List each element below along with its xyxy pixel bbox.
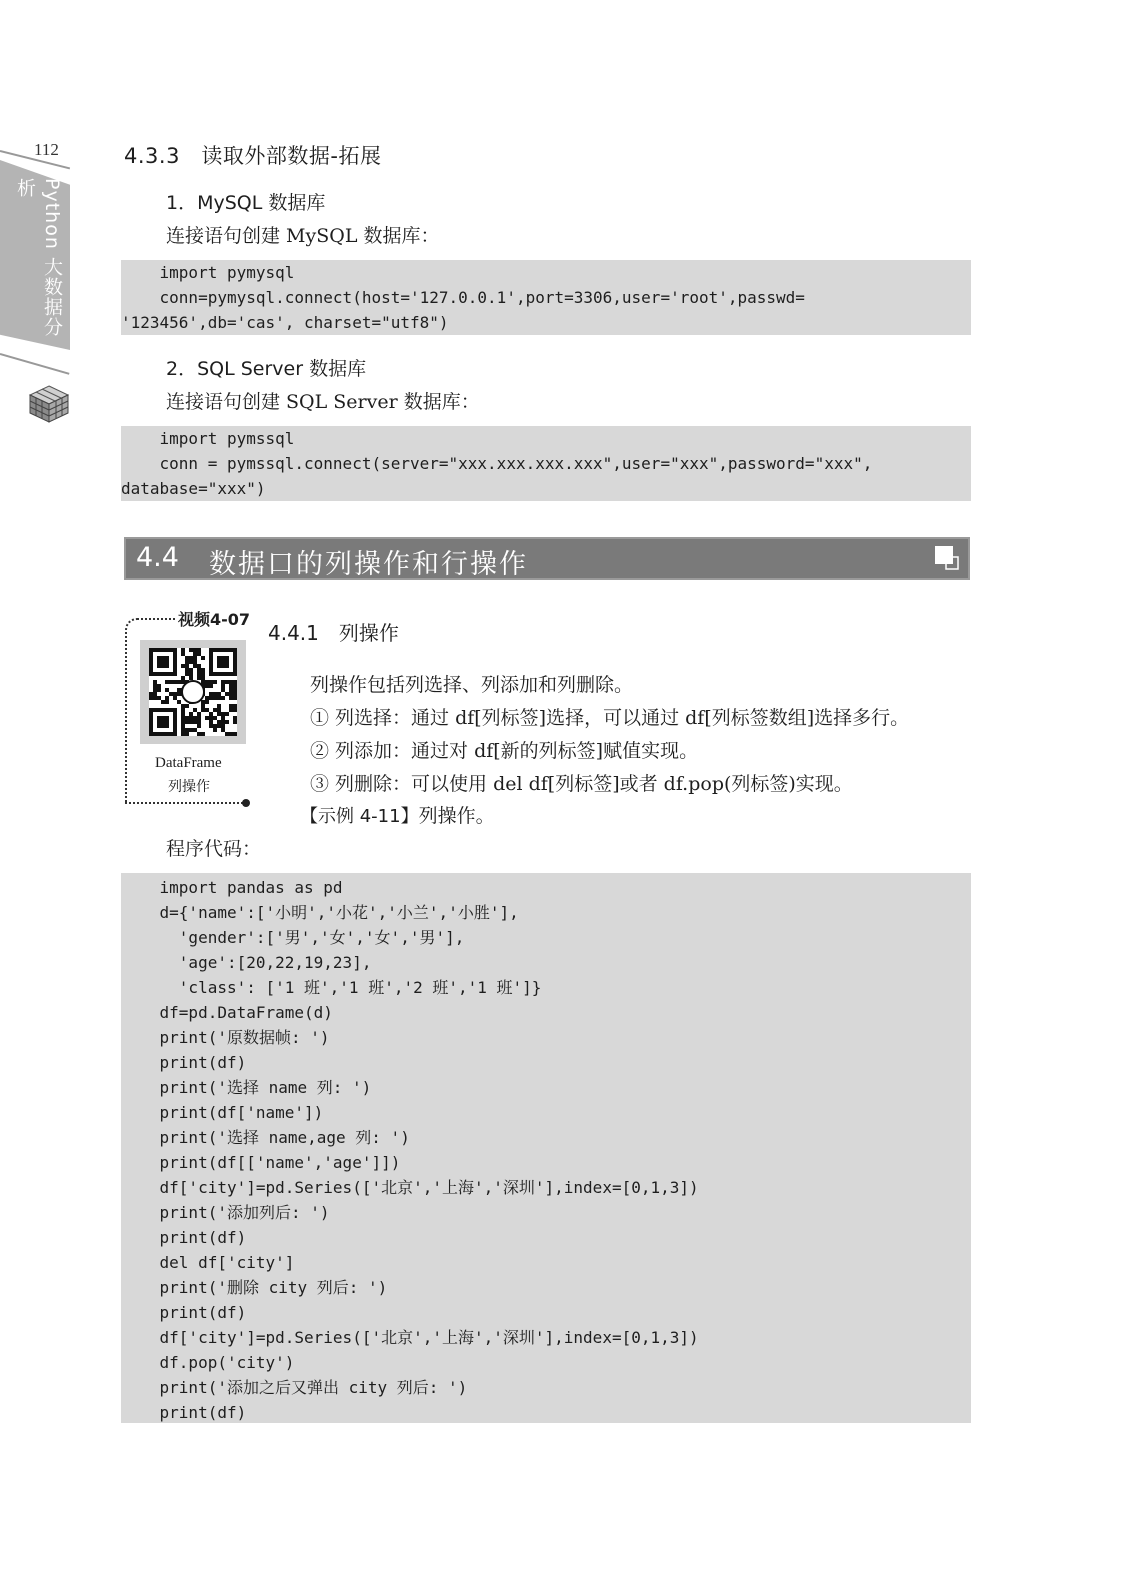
example-text: 列操作。 [418, 805, 495, 827]
code-line: print('添加之后又弹出 city 列后: ') [121, 1378, 468, 1397]
list-item-select: ① 列选择：通过 df[列标签]选择，可以通过 df[列标签数组]选择多行。 [310, 707, 910, 729]
section-heading-4-3-3: 4.3.3 读取外部数据-拓展 [124, 144, 382, 168]
code-line: print(df[['name','age']]) [121, 1153, 401, 1172]
window-icon [934, 545, 960, 571]
code-line: conn = pymssql.connect(server="xxx.xxx.xxx.xxx",user="xxx",password="xxx", [121, 454, 873, 473]
example-caption [300, 801, 495, 828]
section-banner-4-4 [124, 537, 970, 580]
code-line: import pandas as pd [121, 878, 343, 897]
intro-line: 列操作包括列选择、列添加和列删除。 [310, 674, 634, 696]
code-line: print(df) [121, 1303, 247, 1322]
code-line: print('添加列后: ') [121, 1203, 330, 1222]
code-line: print('原数据帧: ') [121, 1028, 330, 1047]
code-line: df.pop('city') [121, 1353, 295, 1372]
code-line: df['city']=pd.Series(['北京','上海','深圳'],index=[0,1,3]) [121, 1178, 699, 1197]
code-line: conn=pymysql.connect(host='127.0.0.1',port=3306,user='root',passwd= [121, 288, 805, 307]
section-heading-4-4-1: 4.4.1 列操作 [268, 621, 399, 645]
code-line: print('删除 city 列后: ') [121, 1278, 388, 1297]
code-line: '123456',db='cas', charset="utf8") [121, 313, 449, 332]
code-line: print('选择 name 列: ') [121, 1078, 372, 1097]
code-line: print('选择 name,age 列: ') [121, 1128, 410, 1147]
side-tab-bottom-line [0, 353, 69, 375]
list-item-delete: ③ 列删除：可以使用 del df[列标签]或者 df.pop(列标签)实现。 [310, 773, 853, 795]
code-line: print(df) [121, 1403, 247, 1422]
page-number: 112 [34, 140, 59, 159]
video-caption-subtitle: 列操作 [168, 779, 210, 795]
video-label: 视频4-07 [176, 607, 252, 630]
code-line: 'gender':['男','女','女','男'], [121, 928, 465, 947]
mysql-heading: 1．MySQL 数据库 [166, 192, 326, 214]
code-line: del df['city'] [121, 1253, 295, 1272]
code-line: 'age':[20,22,19,23], [121, 953, 372, 972]
code-line: d={'name':['小明','小花','小兰','小胜'], [121, 903, 519, 922]
code-line: database="xxx") [121, 479, 266, 498]
video-caption-title: DataFrame [155, 755, 222, 771]
code-line: 'class': ['1 班','1 班','2 班','1 班']} [121, 978, 542, 997]
main-code-block [121, 873, 971, 1423]
program-code-label: 程序代码： [166, 838, 262, 860]
section-number: 4.4 [136, 542, 179, 573]
sqlserver-heading: 2．SQL Server 数据库 [166, 358, 367, 380]
code-line: print(df) [121, 1053, 247, 1072]
code-line: print(df['name']) [121, 1103, 324, 1122]
code-line: import pymssql [121, 429, 295, 448]
side-tab-title: Python 大数据分析 [14, 178, 63, 337]
sqlserver-intro: 连接语句创建 SQL Server 数据库： [166, 391, 480, 413]
code-line: print(df) [121, 1228, 247, 1247]
mysql-intro: 连接语句创建 MySQL 数据库： [166, 225, 440, 247]
video-frame-dot [242, 799, 250, 807]
code-line: import pymysql [121, 263, 295, 282]
example-tag: 【示例 4-11】 [300, 806, 419, 827]
rubiks-cube-icon [28, 384, 70, 424]
code-line: df['city']=pd.Series(['北京','上海','深圳'],index=[0,1,3]) [121, 1328, 699, 1347]
code-line: df=pd.DataFrame(d) [121, 1003, 333, 1022]
sqlserver-code-block [121, 426, 971, 501]
section-title: 数据口的列操作和行操作 [209, 549, 528, 580]
mysql-code-block [121, 260, 971, 335]
list-item-add: ② 列添加：通过对 df[新的列标签]赋值实现。 [310, 740, 699, 762]
qr-code-icon[interactable] [140, 640, 246, 744]
